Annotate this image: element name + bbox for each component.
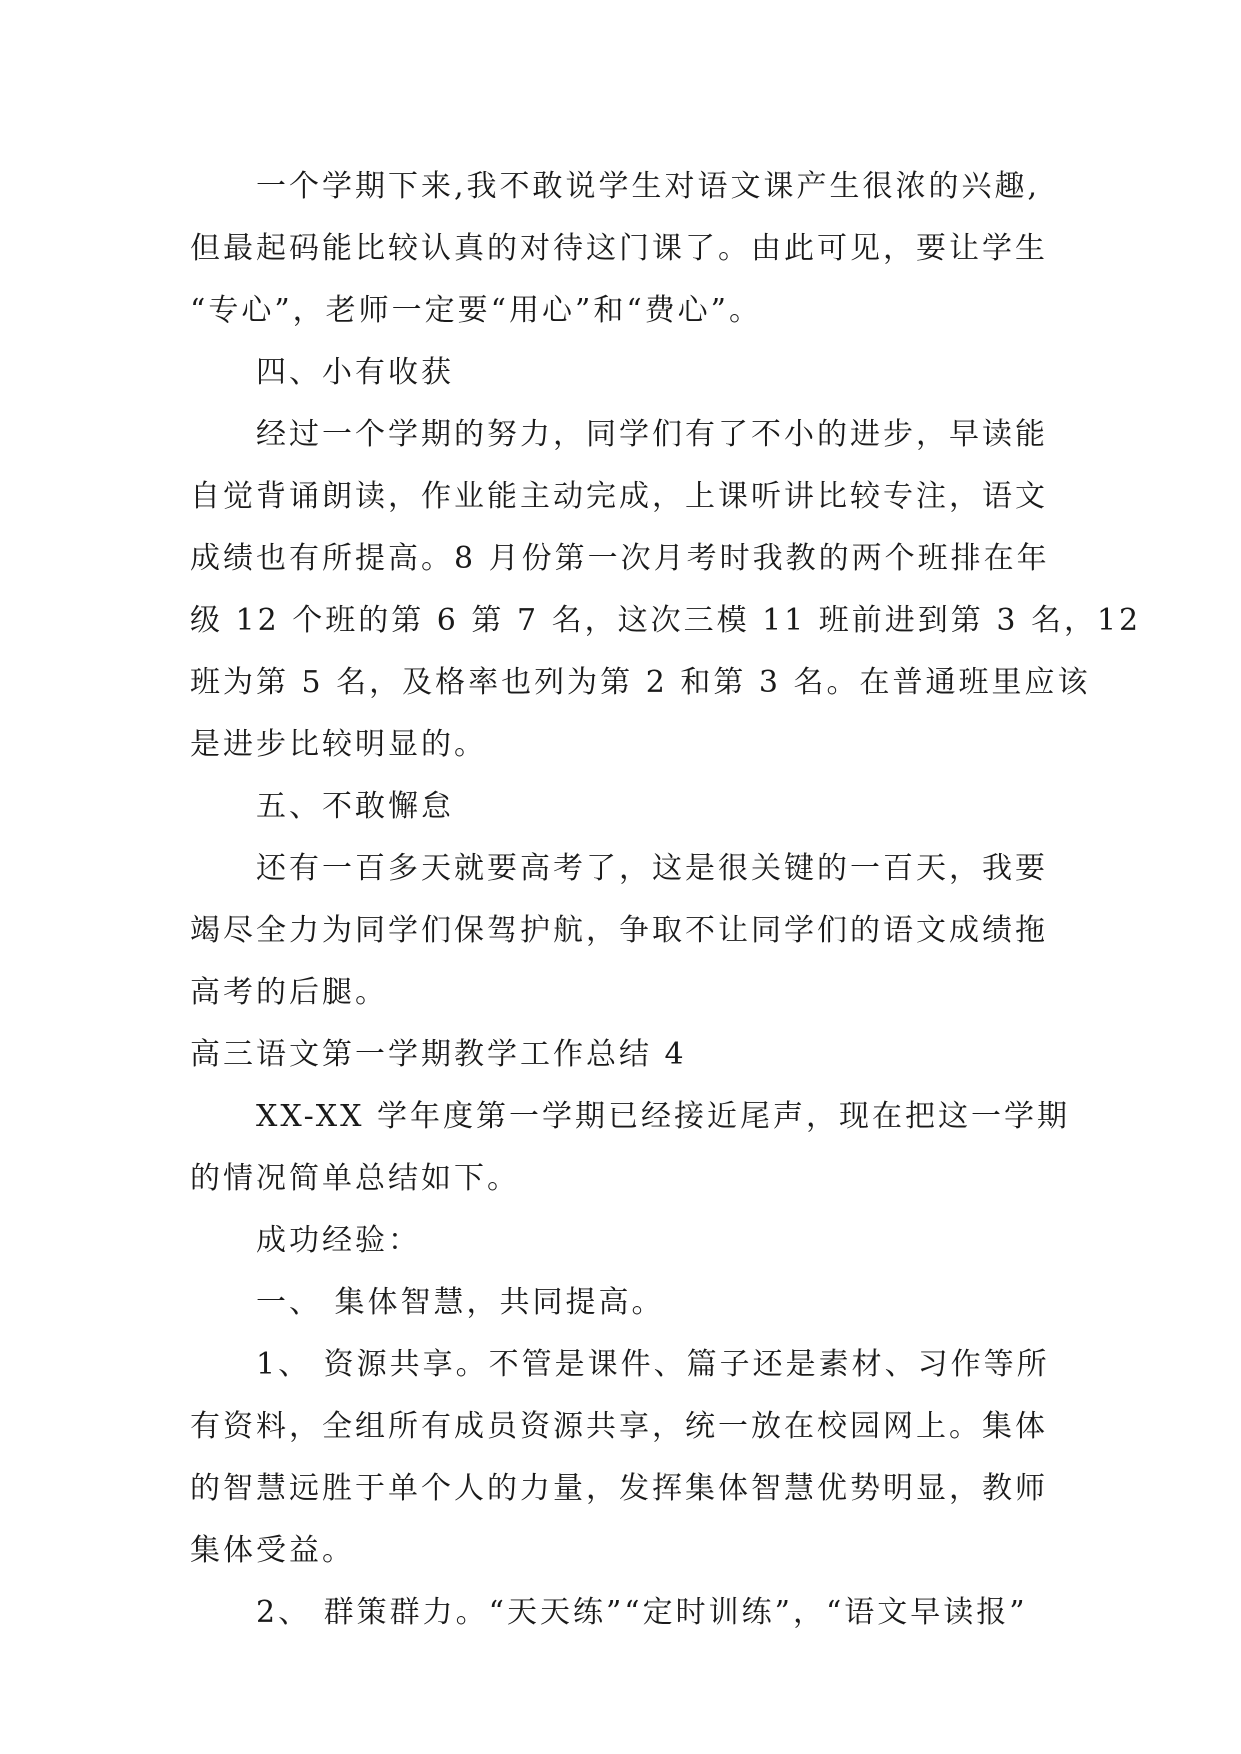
document-title: 高三语文第一学期教学工作总结 4 [190,1037,687,1072]
paragraph-line: 的智慧远胜于单个人的力量，发挥集体智慧优势明显，教师 [190,1471,1048,1506]
paragraph-line: 成绩也有所提高。8 月份第一次月考时我教的两个班排在年 [190,541,1050,576]
paragraph-line: 班为第 5 名，及格率也列为第 2 和第 3 名。在普通班里应该 [190,665,1091,700]
section-heading: 一、 集体智慧，共同提高。 [256,1285,665,1320]
paragraph-line: “专心”，老师一定要“用心”和“费心”。 [190,293,763,328]
paragraph-line: 是进步比较明显的。 [190,727,487,762]
paragraph-line: 有资料，全组所有成员资源共享，统一放在校园网上。集体 [190,1409,1048,1444]
paragraph-line: 一个学期下来,我不敢说学生对语文课产生很浓的兴趣, [256,169,1041,204]
paragraph-line: 经过一个学期的努力，同学们有了不小的进步，早读能 [256,417,1048,452]
paragraph-line: 高考的后腿。 [190,975,388,1010]
paragraph-line: 竭尽全力为同学们保驾护航，争取不让同学们的语文成绩拖 [190,913,1048,948]
paragraph-line: 1、 资源共享。不管是课件、篇子还是素材、习作等所 [256,1347,1050,1382]
paragraph-line: 还有一百多天就要高考了，这是很关键的一百天，我要 [256,851,1048,886]
paragraph-line: 集体受益。 [190,1533,355,1568]
section-heading: 成功经验： [256,1223,421,1258]
document-page [190,156,1142,1644]
paragraph-line: 自觉背诵朗读，作业能主动完成，上课听讲比较专注，语文 [190,479,1048,514]
paragraph-line: XX-XX 学年度第一学期已经接近尾声，现在把这一学期 [256,1099,1070,1134]
paragraph-line: 级 12 个班的第 6 第 7 名，这次三模 11 班前进到第 3 名，12 [190,603,1142,638]
paragraph-line: 的情况简单总结如下。 [190,1161,520,1196]
paragraph-line: 2、 群策群力。“天天练”“定时训练”，“语文早读报” [256,1595,1028,1630]
paragraph-line: 但最起码能比较认真的对待这门课了。由此可见，要让学生 [190,231,1048,266]
section-heading: 四、小有收获 [256,355,454,390]
section-heading: 五、不敢懈怠 [256,789,454,824]
